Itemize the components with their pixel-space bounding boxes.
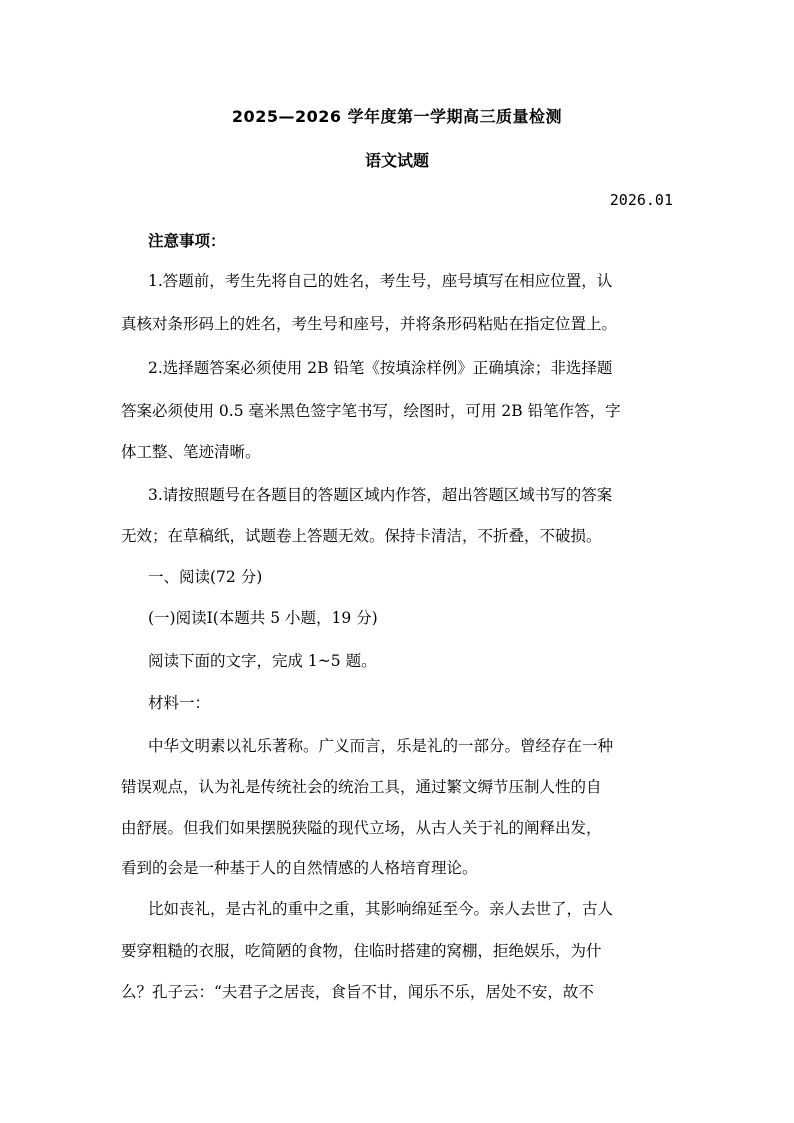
passage-line: 比如丧礼，是古礼的重中之重，其影响绵延至今。亲人去世了，古人 — [148, 900, 614, 918]
passage-line: 中华文明素以礼乐著称。广义而言，乐是礼的一部分。曾经存在一种 — [148, 737, 614, 755]
notice-line: 无效；在草稿纸，试题卷上答题无效。保持卡清洁，不折叠，不破损。 — [121, 527, 602, 545]
notice-line: 答案必须使用 0.5 毫米黑色签字笔书写，绘图时，可用 2B 铅笔作答，字 — [121, 402, 621, 420]
exam-title: 2025—2026 学年度第一学期高三质量检测 — [231, 107, 563, 126]
exam-date: 2026.01 — [609, 191, 673, 209]
notice-line: 体工整、笔迹清晰。 — [121, 443, 261, 461]
notice-line: 3.请按照题号在各题目的答题区域内作答，超出答题区域书写的答案 — [148, 486, 613, 504]
reading-instruction: 阅读下面的文字，完成 1~5 题。 — [148, 652, 377, 670]
passage-line: 要穿粗糙的衣服，吃简陋的食物，住临时搭建的窝棚，拒绝娱乐，为什 — [121, 942, 602, 960]
notice-line: 真核对条形码上的姓名，考生号和座号，并将条形码粘贴在指定位置上。 — [121, 315, 618, 333]
subsection-heading: (一)阅读Ⅰ(本题共 5 小题，19 分) — [148, 609, 378, 627]
passage-line: 由舒展。但我们如果摆脱狭隘的现代立场，从古人关于礼的阐释出发， — [121, 819, 602, 837]
material-label: 材料一： — [148, 694, 211, 712]
passage-line: 么？孔子云：“夫君子之居丧，食旨不甘，闻乐不乐，居处不安，故不 — [121, 983, 594, 1001]
subject-title: 语文试题 — [364, 151, 429, 170]
section-heading: 一、阅读(72 分) — [148, 568, 263, 586]
notice-heading: 注意事项： — [148, 232, 226, 250]
notice-line: 2.选择题答案必须使用 2B 铅笔《按填涂样例》正确填涂；非选择题 — [148, 359, 613, 377]
notice-line: 1.答题前，考生先将自己的姓名，考生号，座号填写在相应位置，认 — [148, 272, 613, 290]
passage-line: 看到的会是一种基于人的自然情感的人格培育理论。 — [121, 859, 478, 877]
passage-line: 错误观点，认为礼是传统社会的统治工具，通过繁文缛节压制人性的自 — [121, 778, 602, 796]
